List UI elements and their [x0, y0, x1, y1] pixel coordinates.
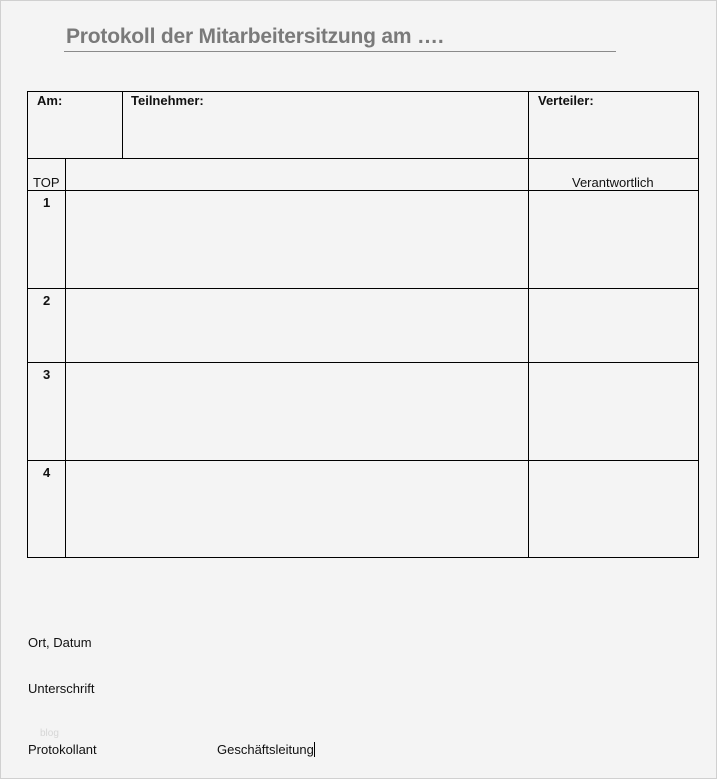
geschaeftsleitung-label: Geschäftsleitung [217, 742, 314, 757]
unterschrift-label: Unterschrift [28, 681, 95, 696]
geschaeftsleitung-field[interactable] [217, 742, 315, 757]
watermark: blog [40, 728, 59, 739]
verantwortlich-header: Verantwortlich [572, 175, 654, 190]
top-number: 3 [43, 367, 51, 382]
table-line [27, 158, 699, 159]
top-number: 1 [43, 195, 51, 210]
top-number: 4 [43, 465, 51, 480]
table-border-bottom [27, 557, 699, 558]
am-label: Am: [37, 93, 63, 108]
ort-datum-label: Ort, Datum [28, 635, 92, 650]
table-line [27, 460, 699, 461]
table-border-left [27, 91, 28, 558]
protokollant-label: Protokollant [28, 742, 97, 757]
table-border-top [27, 91, 699, 92]
table-line [27, 190, 699, 191]
teilnehmer-label: Teilnehmer: [131, 93, 204, 108]
table-line [122, 91, 123, 158]
table-border-right [698, 91, 699, 558]
table-line [65, 158, 66, 557]
table-line [27, 288, 699, 289]
table-line [528, 91, 529, 557]
document-title: Protokoll der Mitarbeitersitzung am …. [66, 25, 444, 48]
top-header: TOP [33, 175, 60, 190]
verteiler-label: Verteiler: [538, 93, 594, 108]
top-number: 2 [43, 293, 51, 308]
table-line [27, 362, 699, 363]
text-cursor [314, 742, 315, 757]
title-underline [64, 51, 616, 52]
